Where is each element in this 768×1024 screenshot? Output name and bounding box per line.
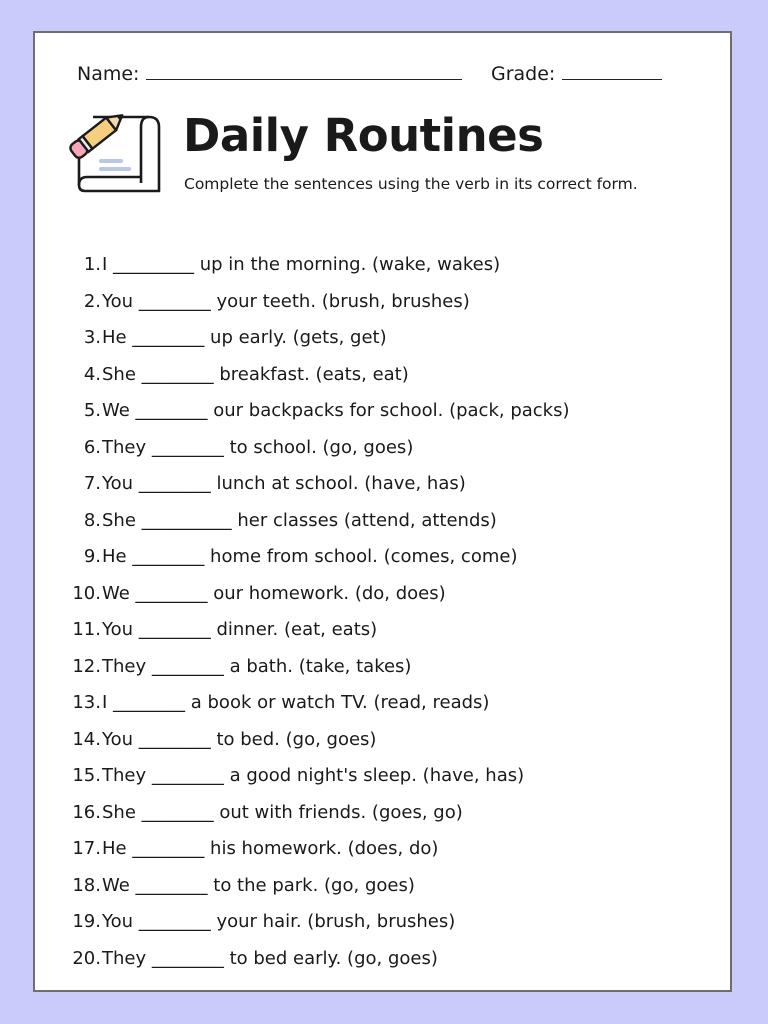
question-text: We ________ our homework. (do, does) <box>102 582 446 604</box>
question-item[interactable] <box>65 908 570 945</box>
question-number: 9. <box>83 546 101 567</box>
question-number: 16. <box>72 801 101 823</box>
question-number: 15. <box>72 765 101 786</box>
question-text: We ________ our backpacks for school. (pack, packs) <box>102 400 570 421</box>
question-item[interactable] <box>65 616 570 653</box>
question-text: You ________ your hair. (brush, brushes) <box>102 911 456 932</box>
instructions-text: Complete the sentences using the verb in its correct form. <box>184 175 638 193</box>
question-text: I ________ a book or watch TV. (read, reads) <box>102 692 490 713</box>
question-item[interactable] <box>65 397 570 434</box>
pencil-paper-icon <box>63 105 167 197</box>
question-text: They ________ to bed early. (go, goes) <box>102 947 438 969</box>
question-number: 5. <box>83 400 101 421</box>
question-item[interactable] <box>65 580 570 617</box>
question-number: 19. <box>72 911 101 932</box>
question-number: 11. <box>72 619 101 640</box>
question-text: I _________ up in the morning. (wake, wakes) <box>102 254 501 275</box>
question-number: 3. <box>83 327 101 348</box>
question-text: He ________ his homework. (does, do) <box>102 838 439 859</box>
question-number: 14. <box>72 728 101 750</box>
question-item[interactable] <box>65 835 570 872</box>
page-title: Daily Routines <box>183 109 544 162</box>
question-text: They ________ a bath. (take, takes) <box>102 655 412 677</box>
question-item[interactable] <box>65 434 570 471</box>
question-text: She ________ out with friends. (goes, go) <box>102 801 463 823</box>
question-item[interactable] <box>65 762 570 799</box>
question-number: 20. <box>72 947 101 969</box>
question-item[interactable] <box>65 288 570 325</box>
question-item[interactable] <box>65 251 570 288</box>
question-text: They ________ a good night's sleep. (have, has) <box>102 765 525 786</box>
question-number: 17. <box>72 838 101 859</box>
question-text: He ________ home from school. (comes, come) <box>102 546 518 567</box>
question-number: 1. <box>83 254 101 275</box>
question-text: You ________ your teeth. (brush, brushes) <box>102 290 470 312</box>
question-text: You ________ lunch at school. (have, has) <box>102 473 466 494</box>
question-item[interactable] <box>65 689 570 726</box>
grade-label: Grade: <box>491 63 556 85</box>
question-number: 2. <box>83 290 101 312</box>
question-item[interactable] <box>65 945 570 982</box>
question-number: 4. <box>83 363 101 385</box>
question-item[interactable] <box>65 653 570 690</box>
question-item[interactable] <box>65 324 570 361</box>
question-number: 7. <box>83 473 101 494</box>
question-list <box>65 251 570 981</box>
question-number: 18. <box>72 874 101 896</box>
header-fields <box>77 61 690 89</box>
question-text: We ________ to the park. (go, goes) <box>102 874 415 896</box>
question-item[interactable] <box>65 543 570 580</box>
question-number: 6. <box>83 436 101 458</box>
worksheet-page <box>33 31 732 992</box>
question-item[interactable] <box>65 799 570 836</box>
name-label: Name: <box>77 63 140 85</box>
name-field[interactable] <box>77 61 462 85</box>
grade-field[interactable] <box>491 61 662 85</box>
question-item[interactable] <box>65 470 570 507</box>
question-number: 13. <box>72 692 101 713</box>
question-text: You ________ to bed. (go, goes) <box>102 728 377 750</box>
question-item[interactable] <box>65 726 570 763</box>
question-text: He ________ up early. (gets, get) <box>102 327 387 348</box>
question-text: She ________ breakfast. (eats, eat) <box>102 363 409 385</box>
grade-blank-line[interactable] <box>562 61 662 80</box>
question-item[interactable] <box>65 872 570 909</box>
question-number: 8. <box>83 509 101 531</box>
question-number: 12. <box>72 655 101 677</box>
question-item[interactable] <box>65 507 570 544</box>
name-blank-line[interactable] <box>146 61 462 80</box>
question-item[interactable] <box>65 361 570 398</box>
question-text: She __________ her classes (attend, attends) <box>102 509 497 531</box>
question-text: They ________ to school. (go, goes) <box>102 436 414 458</box>
question-text: You ________ dinner. (eat, eats) <box>102 619 378 640</box>
question-number: 10. <box>72 582 101 604</box>
